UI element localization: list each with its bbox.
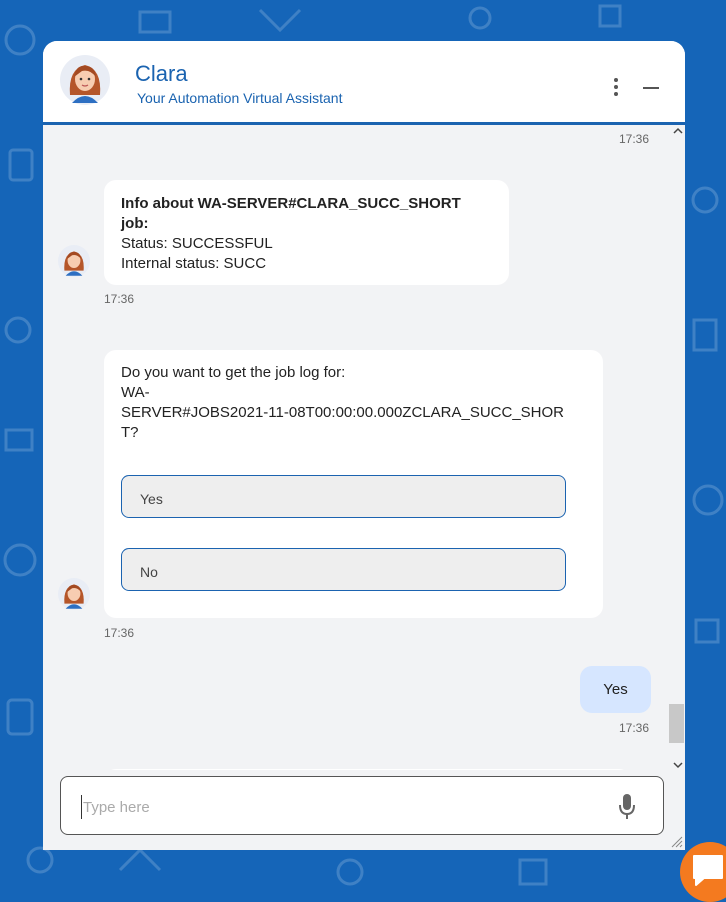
chat-bubble-icon [690, 852, 726, 888]
avatar-icon [58, 578, 90, 610]
message-time: 17:36 [619, 132, 650, 146]
kebab-menu-icon[interactable] [606, 77, 626, 97]
avatar-icon [58, 245, 90, 277]
user-reply-bubble: Yes [580, 666, 651, 713]
assistant-name: Clara [135, 61, 188, 86]
message-input-bar [60, 776, 664, 835]
yes-option-button[interactable]: Yes [121, 475, 566, 518]
question-line: SERVER#JOBS2021-11-08T00:00:00.000ZCLARA_SUCC_SHOR [121, 404, 564, 421]
minimize-icon[interactable] [641, 77, 661, 97]
chat-header [43, 41, 685, 125]
info-status: Status: SUCCESSFUL [121, 235, 273, 252]
microphone-icon[interactable] [618, 793, 636, 820]
scrollbar[interactable] [670, 125, 685, 770]
partial-message [104, 769, 631, 770]
scroll-up-icon[interactable] [672, 125, 684, 137]
message-time: 17:36 [104, 626, 135, 640]
scrollbar-thumb[interactable] [669, 704, 684, 743]
scroll-down-icon[interactable] [672, 759, 684, 771]
assistant-subtitle: Your Automation Virtual Assistant [137, 90, 343, 106]
message-input[interactable] [81, 795, 585, 819]
info-internal-status: Internal status: SUCC [121, 255, 267, 272]
avatar-icon [60, 55, 110, 105]
no-option-button[interactable]: No [121, 548, 566, 591]
question-line: Do you want to get the job log for: [121, 364, 346, 381]
question-line: T? [121, 424, 139, 441]
message-time: 17:36 [104, 292, 135, 306]
question-line: WA- [121, 384, 150, 401]
info-heading: Info about WA-SERVER#CLARA_SUCC_SHORT job: [121, 195, 461, 232]
question-message [104, 350, 603, 618]
info-message [104, 180, 509, 285]
chat-window [43, 41, 685, 850]
message-time: 17:36 [619, 721, 650, 735]
message-list[interactable] [43, 125, 670, 770]
resize-handle-icon[interactable] [669, 834, 683, 848]
